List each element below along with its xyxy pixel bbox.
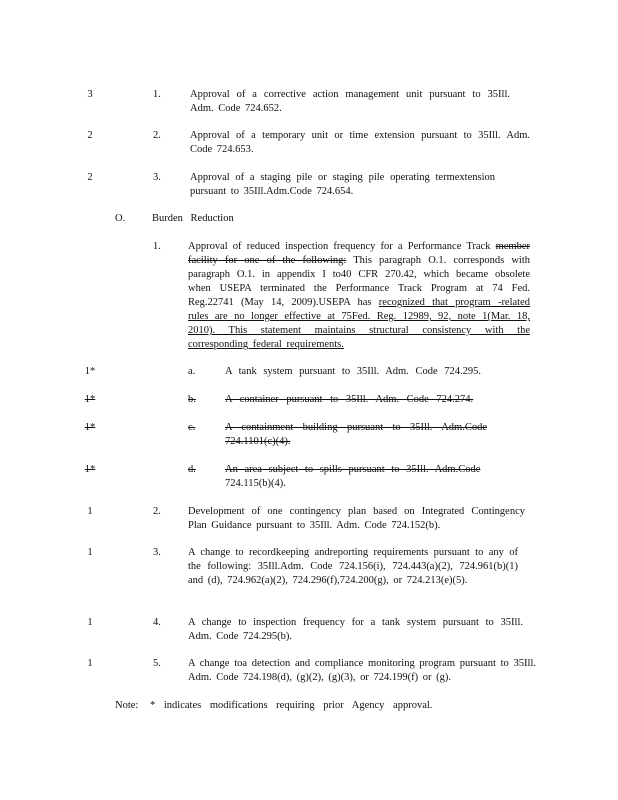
class-number: 1* — [84, 394, 96, 405]
subitem-text: A tank system pursuant to 35Ill. Adm. Code 724.295. — [225, 366, 481, 377]
class-number: 1* — [84, 422, 96, 433]
section-letter: O. — [115, 213, 126, 224]
item-text: Development of one contingency plan based on Integrated Contingency Plan Guidance pursuant to 35Ill. Adm. Code 724.152(b). — [188, 506, 525, 531]
note-text: * indicates modifications requiring prior Agency approval. — [150, 700, 433, 711]
item-number: 3. — [153, 547, 161, 558]
underlined-text: recognized that program -related rules are no longer effective at 75Fed. Reg. 12989, 92, note 1(Mar. 18, 2010). This statement maintains structural consistency with the corresponding federal requirements. — [188, 297, 531, 350]
plain-text: This paragraph O.1. corresponds with paragraph O.1. in appendix I to40 CFR 270.42, which became obsolete when USEPA terminated the Performance Track Program at 74 Fed. Reg.22741 (May 14, 2009).USEPA has — [188, 255, 530, 308]
item-number: 3. — [153, 172, 161, 183]
item-text: Approval of a temporary unit or time extension pursuant to 35Ill. Adm. Code 724.653. — [190, 130, 530, 155]
subitem-letter: a. — [188, 366, 196, 377]
subitem-text: A containment building pursuant to 35Ill. Adm.Code 724.1101(c)(4). — [225, 422, 487, 447]
section-title: Burden Reduction — [152, 213, 234, 224]
item-text: A change toa detection and compliance monitoring program pursuant to 35Ill. Adm. Code 724.198(d), (g)(2), (g)(3), or 724.199(f) or (g). — [188, 658, 536, 683]
item-text: Approval of a staging pile or staging pile operating termextension pursuant to 35Ill.Adm.Code 724.654. — [190, 172, 495, 197]
class-number: 1 — [87, 617, 93, 628]
class-number: 1 — [87, 658, 93, 669]
note-label: Note: — [115, 700, 139, 711]
struck-text: member facility for one of the following: — [188, 241, 530, 266]
class-number: 1 — [87, 506, 93, 517]
class-number: 1* — [84, 464, 96, 475]
item-text: A change to recordkeeping andreporting requirements pursuant to any of the following: 35Ill.Adm. Code 724.156(i), 724.443(a)(2), 724.961(b)(1) and (d), 724.962(a)(2), 724.296(f),724.200(g), or 724.213(e)(5). — [188, 547, 518, 586]
class-number: 2 — [87, 130, 93, 141]
subitem-letter: b. — [188, 394, 196, 405]
item-number: 5. — [153, 658, 161, 669]
item-number: 2. — [153, 506, 161, 517]
item-number: 1. — [153, 241, 161, 252]
item-number: 4. — [153, 617, 161, 628]
class-number: 2 — [87, 172, 93, 183]
item-text: A change to inspection frequency for a tank system pursuant to 35Ill. Adm. Code 724.295(b). — [188, 617, 523, 642]
subitem-text: A container pursuant to 35Ill. Adm. Code 724.274. — [225, 394, 474, 405]
item-text-o1 — [188, 240, 530, 352]
subitem-letter: c. — [188, 422, 196, 433]
subitem-text-continued: 724.115(b)(4). — [225, 478, 286, 489]
item-number: 2. — [153, 130, 161, 141]
subitem-text: An area subject to spills pursuant to 35Ill. Adm.Code — [225, 464, 481, 475]
subitem-letter: d. — [188, 464, 196, 475]
class-number: 1 — [87, 547, 93, 558]
item-number: 1. — [153, 89, 161, 100]
class-number: 1* — [84, 366, 96, 377]
item-text: Approval of a corrective action management unit pursuant to 35Ill. Adm. Code 724.652. — [190, 89, 510, 114]
class-number: 3 — [87, 89, 93, 100]
plain-text: Approval of reduced inspection frequency for a Performance Track — [188, 241, 491, 252]
